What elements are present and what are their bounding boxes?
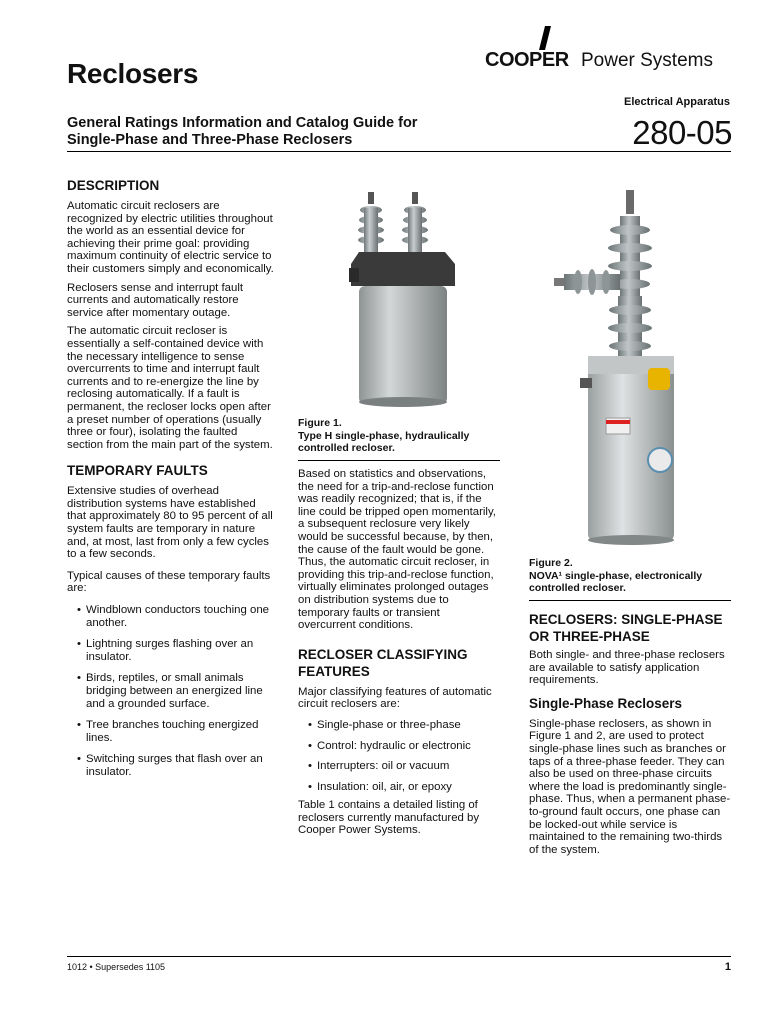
figure-1-image [345, 190, 460, 408]
list-item: • Tree branches touching energized lines. [67, 719, 274, 744]
header-divider [67, 151, 731, 152]
brand-name: COOPER [485, 49, 569, 71]
figure-2-image [548, 190, 680, 545]
list-item: • Single-phase or three-phase [298, 719, 498, 732]
description-paragraph-1: Automatic circuit reclosers are recognized by electric utilities throughout the world as an essential device for achieving their prime goal: providing maximum continuity of electric service to their customers simply and economically. [67, 200, 274, 275]
single-phase-subheading: Single-Phase Reclosers [529, 695, 683, 711]
figure-2-label: Figure 2. [529, 557, 573, 569]
figure-1-divider [298, 460, 500, 461]
classifying-features-intro: Major classifying features of automatic circuit reclosers are: [298, 685, 492, 711]
temporary-faults-paragraph-2: Typical causes of these temporary faults are: [67, 569, 271, 595]
temporary-faults-paragraph-1: Extensive studies of overhead distribution systems have established that approximately 80 to 95 percent of all system faults are temporary in nature and, at most, last from only a few cycles to a few seconds. [67, 485, 273, 561]
column-2 [298, 468, 498, 843]
list-item: • Insulation: oil, air, or epoxy [298, 781, 498, 794]
list-item: • Control: hydraulic or electronic [298, 740, 498, 753]
subtitle-line-1: General Ratings Information and Catalog Guide for [67, 115, 418, 131]
column-3 [529, 611, 731, 862]
subtitle-line-2: Single-Phase and Three-Phase Reclosers [67, 132, 353, 148]
list-item: • Birds, reptiles, or small animals bridging between an energized line and a grounded surface. [67, 672, 274, 710]
footer-revision: 1012 • Supersedes 1105 [67, 962, 166, 972]
department-label: Electrical Apparatus [624, 96, 730, 108]
column-2-paragraph-1: Based on statistics and observations, the need for a trip-and-reclose function was readily recognized; that is, if the line could be tripped open momentarily, a subsequent reclosure very likely would be successful because, by then, the cause of the fault would be gone. Thus, the automatic circuit recloser, in providing this trip-and-reclose function, virtually eliminates prolonged outages on distribution systems due to temporary faults or transient overcurrent conditions. [298, 468, 496, 632]
figure-1-text: Type H single-phase, hydraulically controlled recloser. [298, 429, 470, 454]
fault-causes-list [67, 604, 274, 779]
cooper-logo [485, 26, 735, 76]
page-number: 1 [724, 961, 731, 973]
list-item: • Lightning surges flashing over an insulator. [67, 638, 274, 663]
catalog-number: 280-05 [632, 114, 732, 151]
document-title: Reclosers [67, 58, 199, 89]
brand-mark-icon [537, 26, 551, 50]
document-subtitle [67, 115, 537, 149]
bushing-right [402, 192, 428, 254]
list-item: • Interrupters: oil or vacuum [298, 760, 498, 773]
figure-2-caption [529, 557, 731, 595]
description-heading: DESCRIPTION [67, 178, 160, 193]
footer-divider [67, 956, 731, 957]
side-bushing [554, 269, 620, 295]
figure-2-text: NOVA¹ single-phase, electronically controlled recloser. [529, 569, 703, 594]
column-2-paragraph-3: Table 1 contains a detailed listing of reclosers currently manufactured by Cooper Power Systems. [298, 799, 480, 837]
list-item: • Windblown conductors touching one another. [67, 604, 274, 629]
bushing-left [358, 192, 384, 254]
brand-subtitle: Power Systems [581, 50, 713, 71]
classifying-features-heading: RECLOSER CLASSIFYING FEATURES [298, 646, 468, 679]
figure-1-caption [298, 417, 498, 455]
temporary-faults-heading: TEMPORARY FAULTS [67, 463, 208, 479]
single-three-phase-paragraph: Both single- and three-phase reclosers are available to satisfy application requirements. [529, 649, 725, 687]
figure-1-label: Figure 1. [298, 417, 342, 429]
description-paragraph-3: The automatic circuit recloser is essentially a self-contained device with the necessary intelligence to sense overcurrents to time and interrupt fault currents and to re-energize the line by reclosing automatically. If a fault is permanent, the recloser locks open after a preset number of operations (usually three or four), isolating the faulted section from the main part of the system. [67, 325, 273, 451]
description-paragraph-2: Reclosers sense and interrupt fault currents and automatically restore service after momentary outage. [67, 281, 244, 319]
single-phase-paragraph: Single-phase reclosers, as shown in Figure 1 and 2, are used to protect single-phase lines such as branches or taps of a three-phase feeder. They can also be used on three-phase circuits where the load is predominantly single-phase. Thus, when a permanent phase-to-ground fault occurs, one phase can be locked-out while service is maintained to the remaining two-thirds of the system. [529, 717, 731, 856]
column-1 [67, 177, 274, 785]
single-three-phase-heading: RECLOSERS: SINGLE-PHASE OR THREE-PHASE [529, 612, 723, 644]
list-item: • Switching surges that flash over an insulator. [67, 753, 274, 778]
figure-2-divider [529, 600, 731, 601]
classifying-features-list [298, 719, 498, 793]
lower-bushing [608, 296, 652, 356]
